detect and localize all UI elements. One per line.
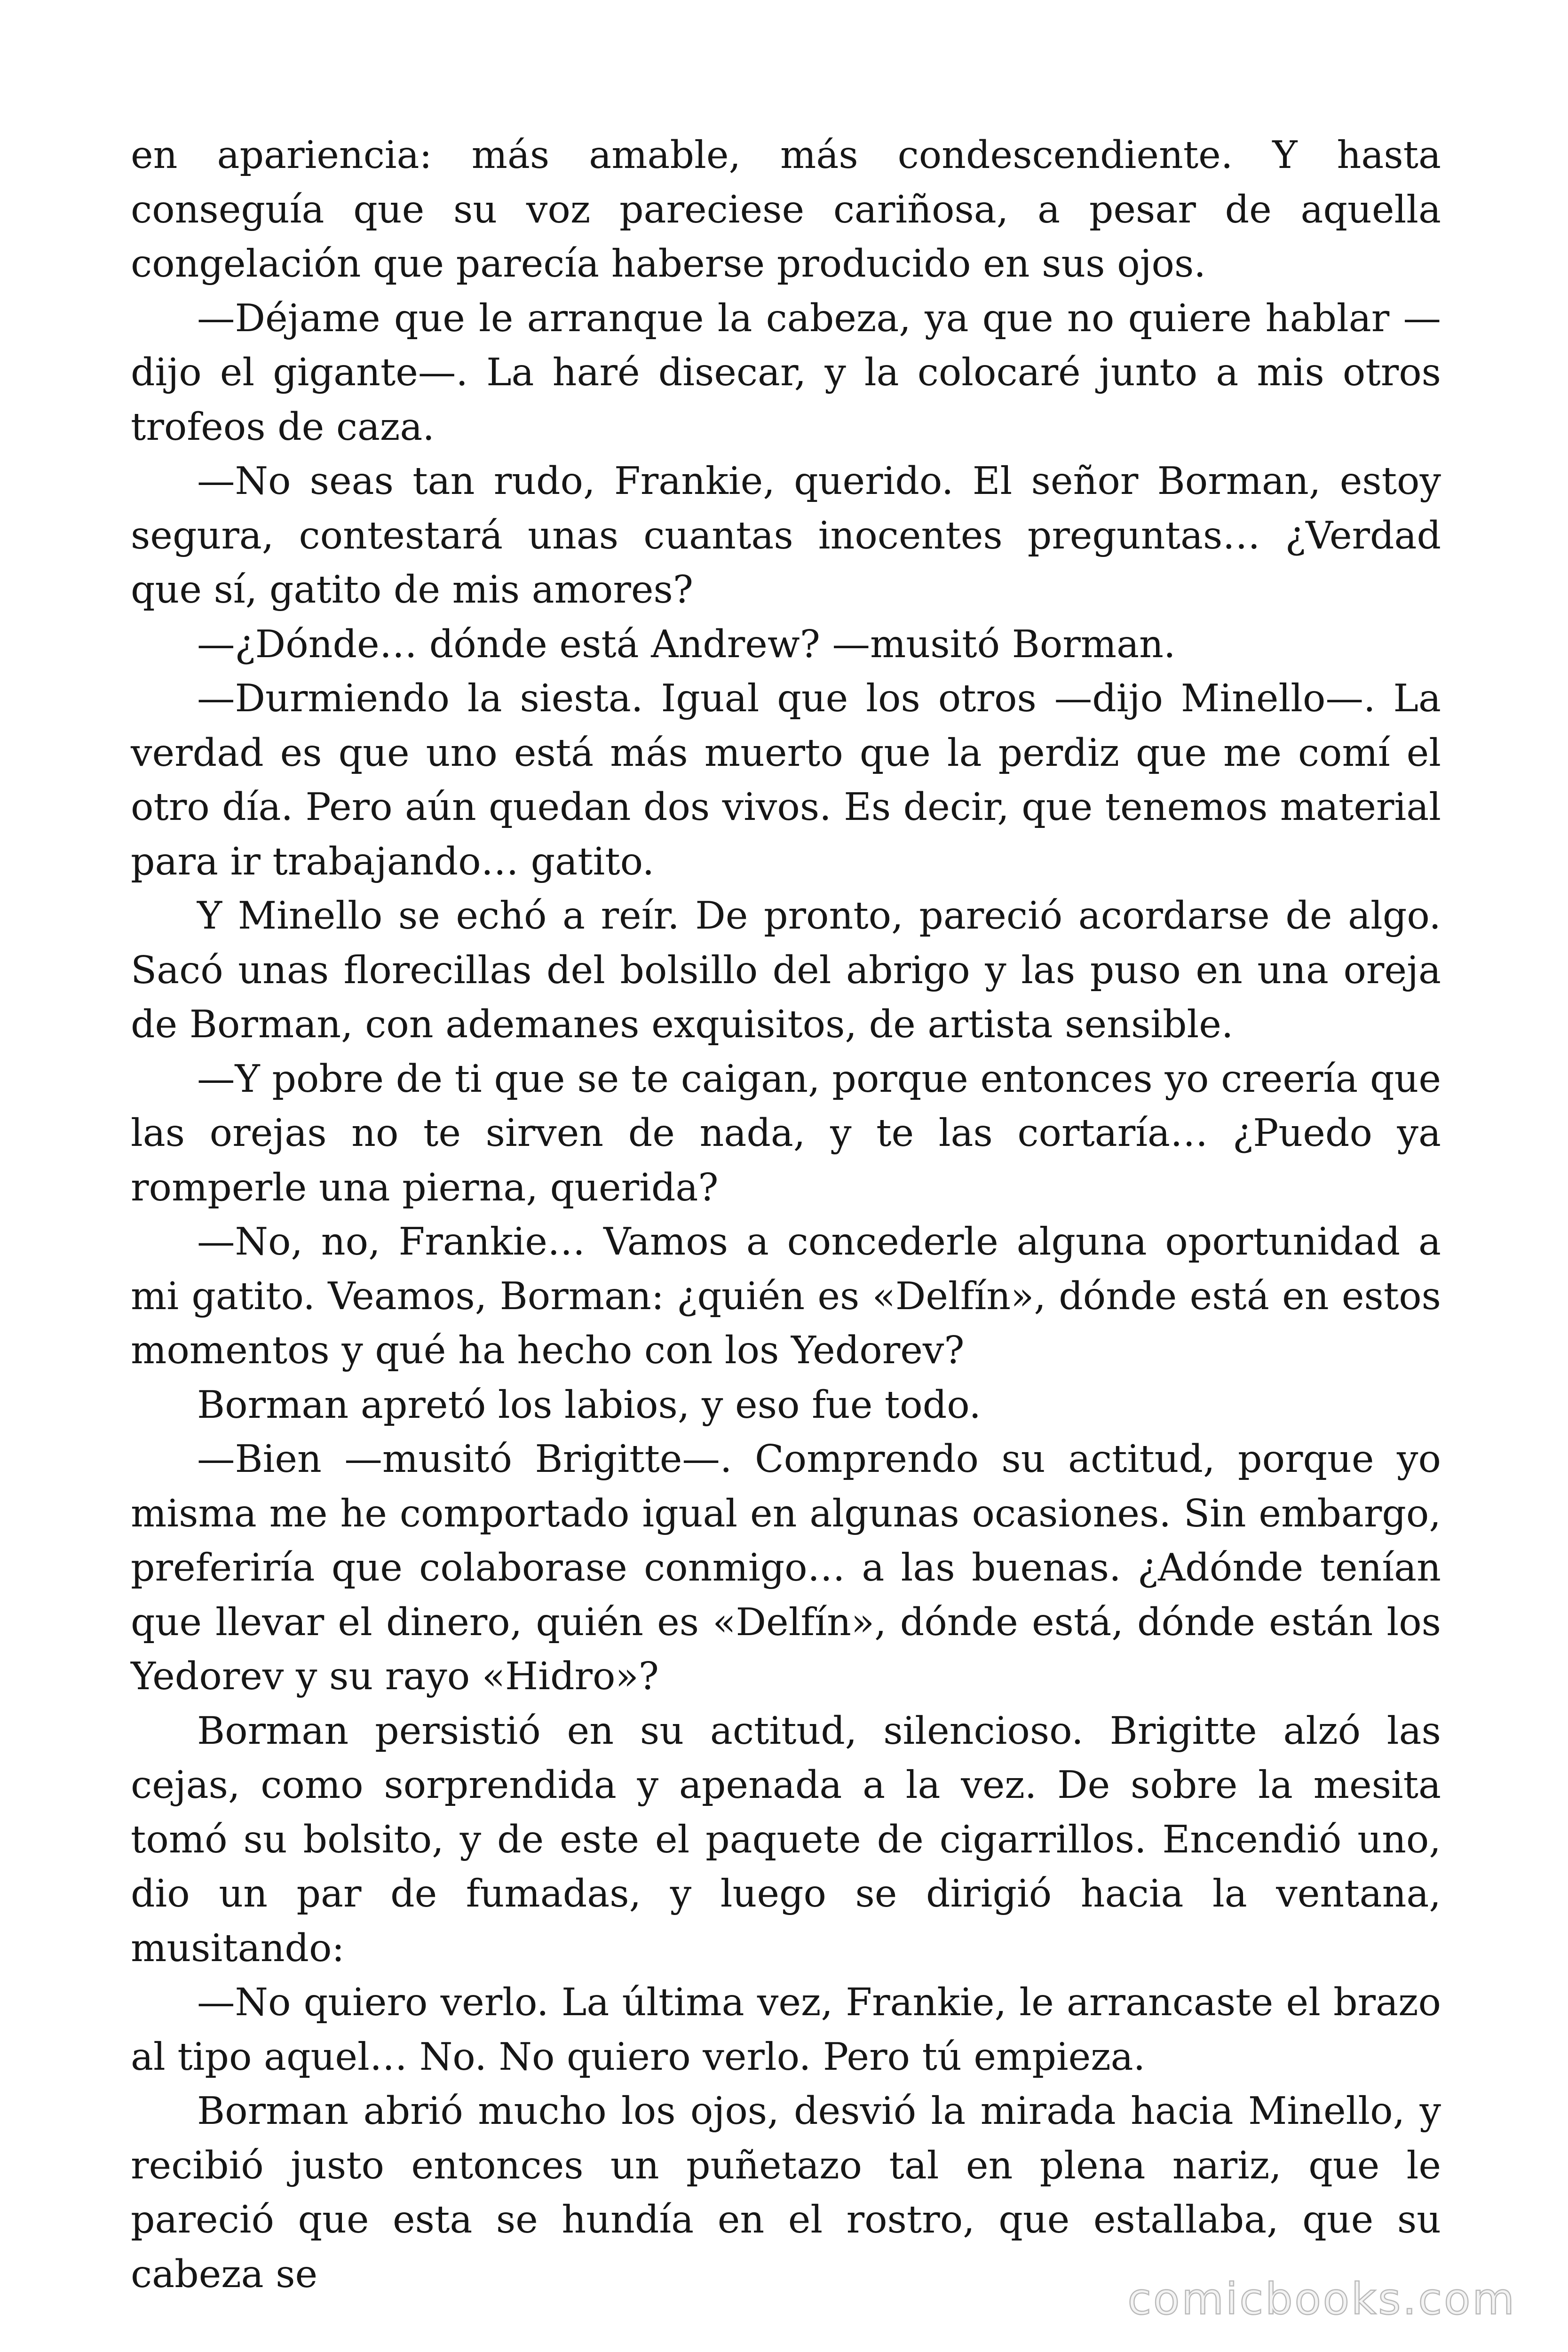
paragraph: en apariencia: más amable, más condescendiente. Y hasta conseguía que su voz pareciese cariñosa, a pesar de aquella congelación que parecía haberse producido en sus ojos. <box>131 133 1441 286</box>
paragraph: —Bien —musitó Brigitte—. Comprendo su actitud, porque yo misma me he comportado igual en algunas ocasiones. Sin embargo, preferiría que colaborase conmigo… a las buenas. ¿Adónde tenían que llevar el dinero, quién es «Delfín», dónde está, dónde están los Yedorev y su rayo «Hidro»? <box>131 1437 1441 1698</box>
paragraph: Borman persistió en su actitud, silencioso. Brigitte alzó las cejas, como sorprendida y apenada a la vez. De sobre la mesita tomó su bolsito, y de este el paquete de cigarrillos. Encendió uno, dio un par de fumadas, y luego se dirigió hacia la ventana, musitando: <box>131 1708 1441 1970</box>
paragraph: Borman apretó los labios, y eso fue todo. <box>197 1382 981 1427</box>
paragraph: —Durmiendo la siesta. Igual que los otros —dijo Minello—. La verdad es que uno está más muerto que la perdiz que me comí el otro día. Pero aún quedan dos vivos. Es decir, que tenemos material para ir trabajando… gatito. <box>131 676 1441 883</box>
paragraph: Y Minello se echó a reír. De pronto, pareció acordarse de algo. Sacó unas florecillas del bolsillo del abrigo y las puso en una oreja de Borman, con ademanes exquisitos, de artista sensible. <box>131 893 1441 1046</box>
body-text <box>131 128 1441 2301</box>
paragraph: —¿Dónde… dónde está Andrew? —musitó Borman. <box>197 621 1176 666</box>
paragraph: —No quiero verlo. La última vez, Frankie, le arrancaste el brazo al tipo aquel… No. No quiero verlo. Pero tú empieza. <box>131 1980 1441 2079</box>
paragraph: —Déjame que le arranque la cabeza, ya que no quiere hablar — dijo el gigante—. La haré disecar, y la colocaré junto a mis otros trofeos de caza. <box>131 295 1441 449</box>
paragraph: —No, no, Frankie… Vamos a concederle alguna oportunidad a mi gatito. Veamos, Borman: ¿quién es «Delfín», dónde está en estos momentos y qué ha hecho con los Yedorev? <box>131 1219 1441 1372</box>
paragraph: —Y pobre de ti que se te caigan, porque entonces yo creería que las orejas no te sirven de nada, y te las cortaría… ¿Puedo ya romperle una pierna, querida? <box>131 1056 1441 1209</box>
paragraph: —No seas tan rudo, Frankie, querido. El señor Borman, estoy segura, contestará unas cuantas inocentes preguntas… ¿Verdad que sí, gatito de mis amores? <box>131 459 1441 612</box>
watermark: comicbooks.com <box>1127 2274 1516 2324</box>
paragraph: Borman abrió mucho los ojos, desvió la mirada hacia Minello, y recibió justo entonces un puñetazo tal en plena nariz, que le pareció que esta se hundía en el rostro, que estallaba, que su cabeza se <box>131 2089 1441 2296</box>
